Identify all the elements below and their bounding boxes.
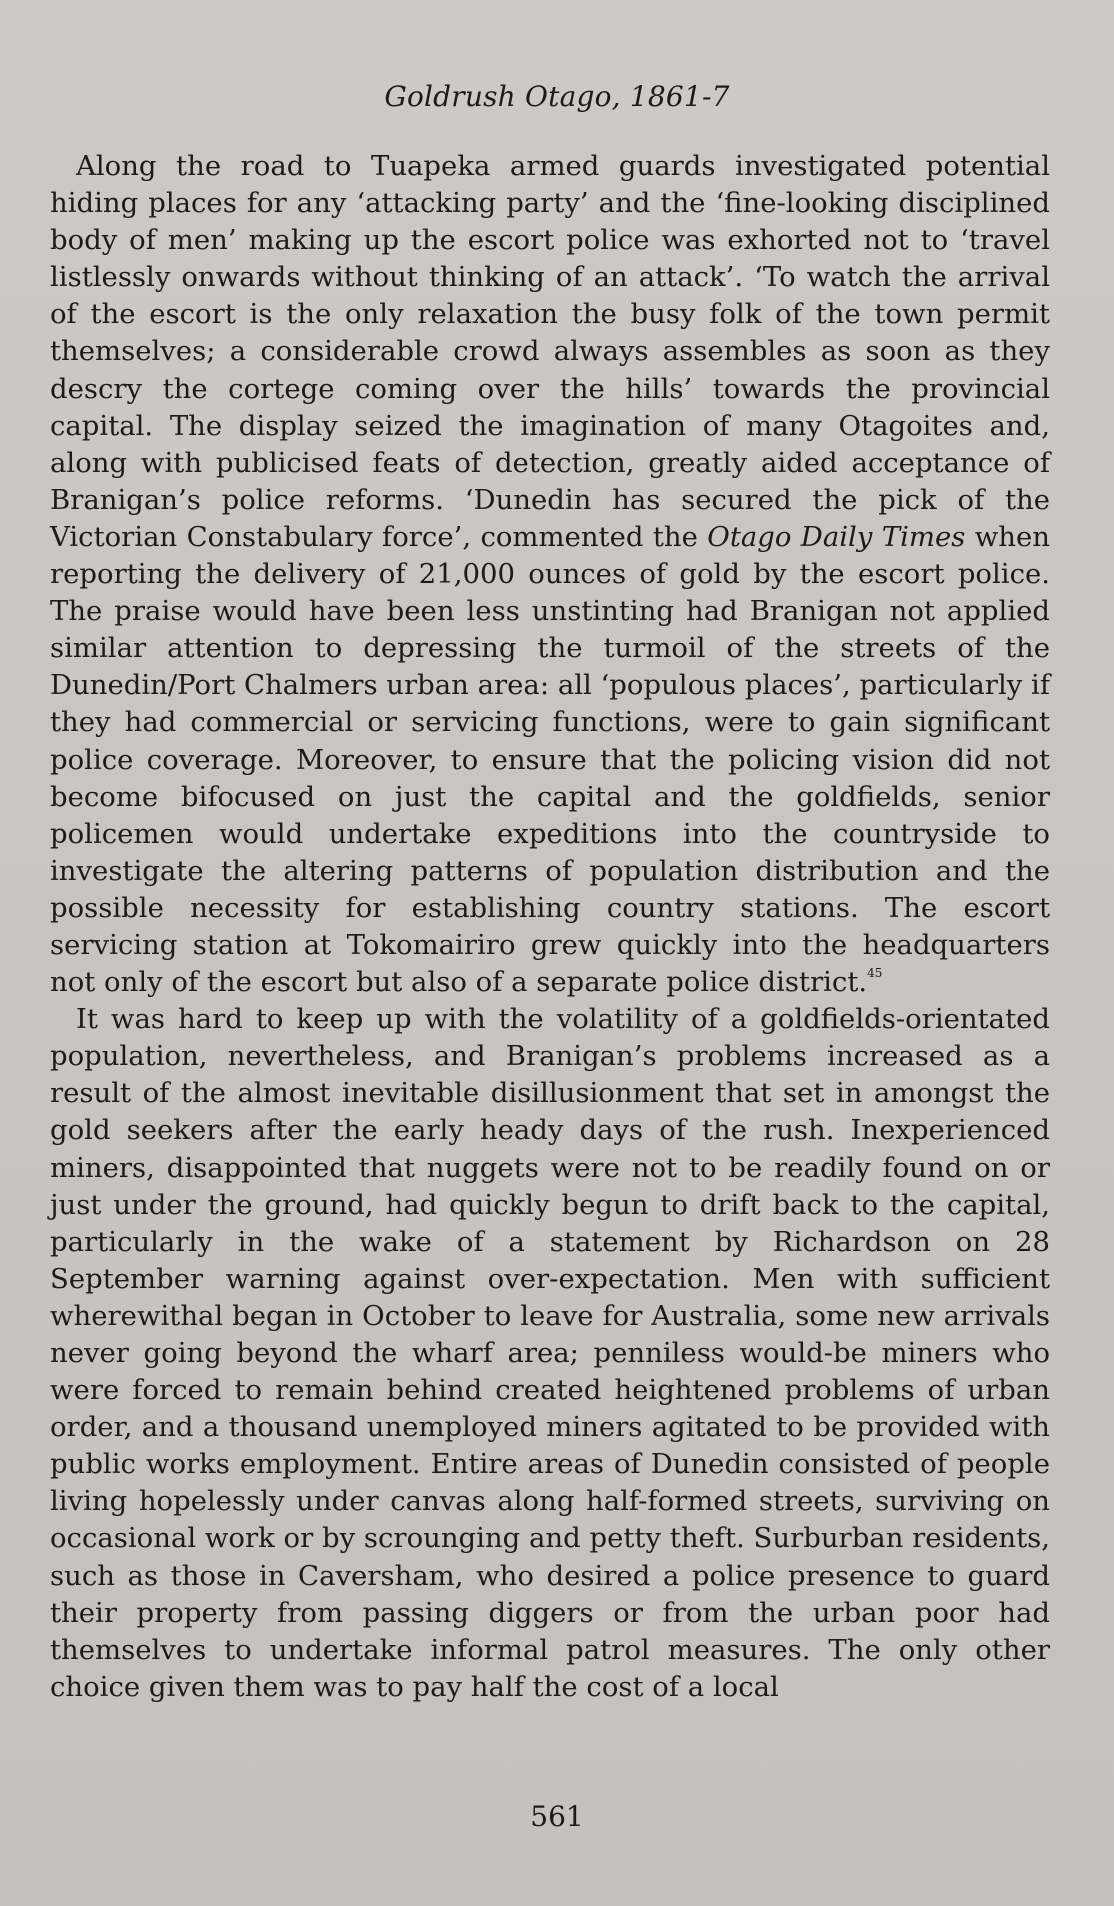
newspaper-title: Otago Daily Times: [707, 520, 966, 553]
paragraph: [50, 1001, 1050, 1706]
paragraph-text: It was hard to keep up with the volatility of a goldfields-orientated population, nevertheless, and Branigan’s problems increased as a result of the almost inevitable disillusionment that set in amongst the gold seekers after the early heady days of the rush. Inexperienced miners, disappointed that nuggets were not to be readily found on or just under the ground, had quickly begun to drift back to the capital, particularly in the wake of a statement by Richardson on 28 September warning against over-expectation. Men with sufficient wherewithal began in October to leave for Australia, some new arrivals never going beyond the wharf area; penniless would-be miners who were forced to remain behind created heightened problems of urban order, and a thousand unemployed miners agitated to be provided with public works employment. Entire areas of Dunedin consisted of people living hopelessly under canvas along half-formed streets, surviving on occasional work or by scrounging and petty theft. Surburban residents, such as those in Caversham, who desired a police presence to guard their property from passing diggers or from the urban poor had themselves to undertake informal patrol measures. The only other choice given them was to pay half the cost of a local: [50, 1003, 1050, 1703]
paragraph-text: when reporting the delivery of 21,000 ounces of gold by the escort police. The praise would have been less unstinting had Branigan not applied similar attention to depressing the turmoil of the streets of the Dunedin/Port Chalmers urban area: all ‘populous places’, particularly if they had commercial or servicing functions, were to gain significant police coverage. Moreover, to ensure that the policing vision did not become bifocused on just the capital and the goldfields, senior policemen would undertake expeditions into the countryside to investigate the altering patterns of population distribution and the possible necessity for establishing country stations. The escort servicing station at Tokomairiro grew quickly into the headquarters not only of the escort but also of a separate police district.: [50, 520, 1050, 999]
footnote-marker: 45: [867, 966, 883, 981]
paragraph-text: Along the road to Tuapeka armed guards investigated potential hiding places for any ‘attacking party’ and the ‘fine-looking disciplined body of men’ making up the escort police was exhorted not to ‘travel listlessly onwards without thinking of an attack’. ‘To watch the arrival of the escort is the only relaxation the busy folk of the town permit themselves; a considerable crowd always assembles as soon as they descry the cortege coming over the hills’ towards the provincial capital. The display seized the imagination of many Otagoites and, along with publicised feats of detection, greatly aided acceptance of Branigan’s police reforms. ‘Dunedin has secured the pick of the Victorian Constabulary force’, commented the: [50, 150, 1050, 553]
page-number: 561: [530, 1800, 584, 1833]
paragraph: [50, 148, 1050, 1001]
body-text: [50, 148, 1050, 1706]
running-head: Goldrush Otago, 1861-7: [384, 80, 730, 113]
